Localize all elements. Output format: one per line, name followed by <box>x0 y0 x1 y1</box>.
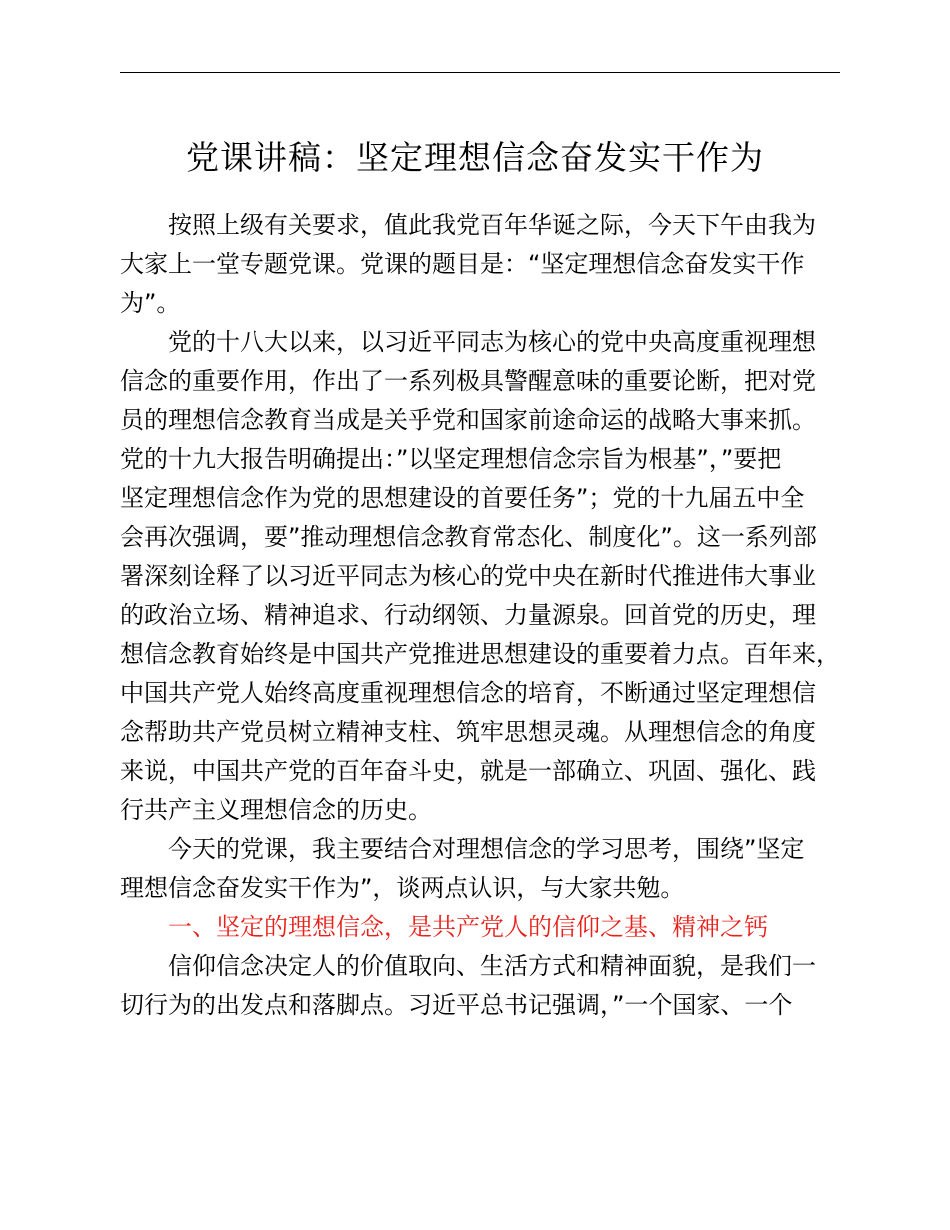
paragraph-line: 的政治立场、精神追求、行动纲领、力量源泉。回首党的历史，理 <box>120 601 816 629</box>
paragraph-line: 中国共产党人始终高度重视理想信念的培育，不断通过坚定理想信 <box>120 679 816 707</box>
paragraph-line: 为”。 <box>120 289 181 317</box>
paragraph-line: 今天的党课，我主要结合对理想信念的学习思考，围绕”坚定 <box>168 835 805 863</box>
paragraph-line: 切行为的出发点和落脚点。习近平总书记强调，”一个国家、一个 <box>120 991 793 1019</box>
paragraph-line: 想信念教育始终是中国共产党推进思想建设的重要着力点。百年来， <box>120 640 840 668</box>
section-heading-line: 一、坚定的理想信念，是共产党人的信仰之基、精神之钙 <box>168 913 768 941</box>
paragraph-line: 行共产主义理想信念的历史。 <box>120 796 432 824</box>
document-title: 党课讲稿：坚定理想信念奋发实干作为 <box>186 138 764 177</box>
paragraph-line: 按照上级有关要求，值此我党百年华诞之际，今天下午由我为 <box>168 211 816 239</box>
paragraph-line: 大家上一堂专题党课。党课的题目是：“坚定理想信念奋发实干作 <box>120 250 805 278</box>
paragraph-line: 党的十九大报告明确提出：”以坚定理想信念宗旨为根基”，”要把 <box>120 445 782 473</box>
paragraph-line: 党的十八大以来，以习近平同志为核心的党中央高度重视理想 <box>168 328 816 356</box>
paragraph-line: 信仰信念决定人的价值取向、生活方式和精神面貌，是我们一 <box>168 952 816 980</box>
paragraph-line: 署深刻诠释了以习近平同志为核心的党中央在新时代推进伟大事业 <box>120 562 816 590</box>
paragraph-line: 坚定理想信念作为党的思想建设的首要任务”；党的十九届五中全 <box>120 484 805 512</box>
paragraph-line: 会再次强调，要”推动理想信念教育常态化、制度化”。这一系列部 <box>120 523 817 551</box>
paragraph-line: 来说，中国共产党的百年奋斗史，就是一部确立、巩固、强化、践 <box>120 757 816 785</box>
paragraph-line: 信念的重要作用，作出了一系列极具警醒意味的重要论断，把对党 <box>120 367 816 395</box>
paragraph-line: 理想信念奋发实干作为”，谈两点认识，与大家共勉。 <box>120 874 685 902</box>
paragraph-line: 员的理想信念教育当成是关乎党和国家前途命运的战略大事来抓。 <box>120 406 816 434</box>
paragraph-line: 念帮助共产党员树立精神支柱、筑牢思想灵魂。从理想信念的角度 <box>120 718 816 746</box>
header-rule <box>120 72 840 73</box>
document-body <box>120 206 860 1025</box>
